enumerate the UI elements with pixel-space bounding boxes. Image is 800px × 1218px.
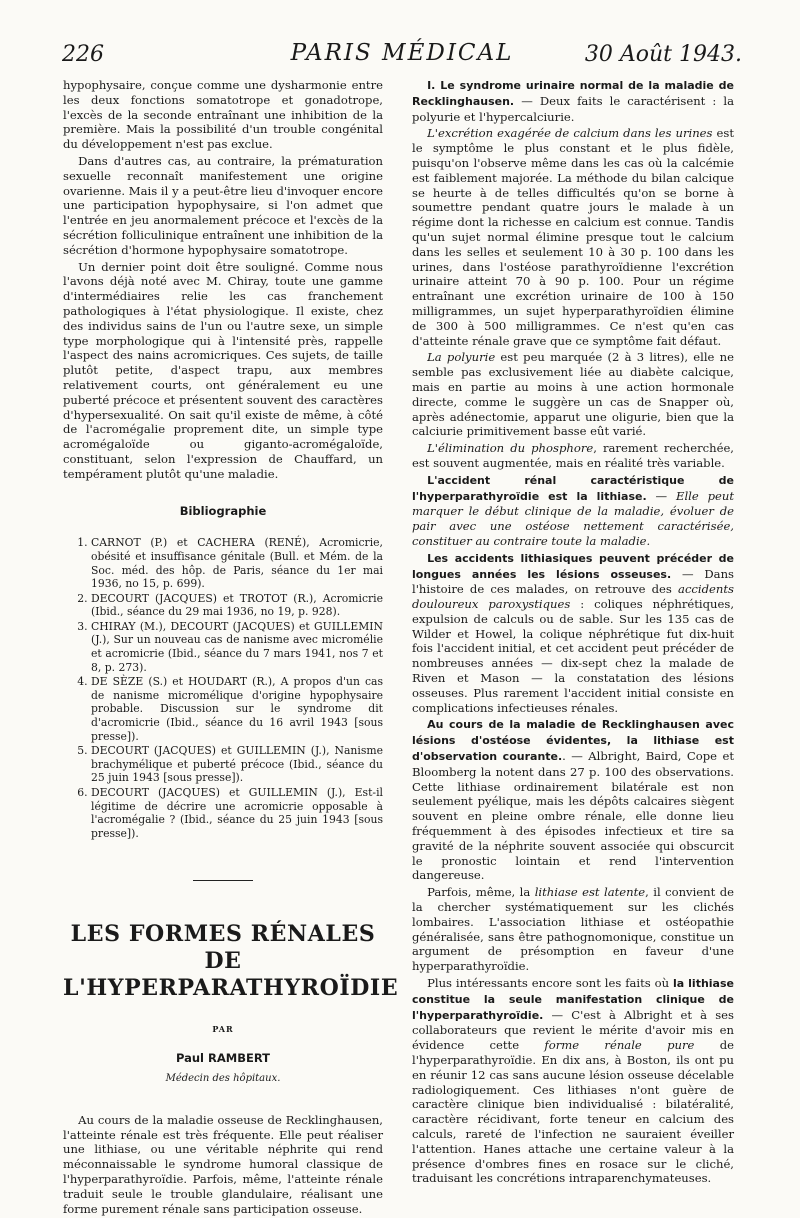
reference-item: 5. DECOURT (JACQUES) et GUILLEMIN (J.), Nanisme brachymélique et puberté précoce (Ibid., séance du 25 juin 1943 [sous presse]).: [91, 744, 383, 785]
paragraph: L'excrétion exagérée de calcium dans les urines est le symptôme le plus constant et le plus fidèle, puisqu'on l'observe même dans les cas où la calcémie est faiblement majorée. La méthode du bilan calcique se heurte à de telles difficultés qu'on se borne à soumettre pendant quatre jours le malade à un régime dont la richesse en calcium est connue. Tandis qu'un sujet normal élimine presque tout le calcium dans les selles et seulement 10 à 30 p. 100 dans les urines, dans l'ostéose parathyroïdienne l'excrétion urinaire atteint 70 à 90 p. 100. Pour un régime entraînant une excrétion urinaire de 100 à 150 milligrammes, un sujet hyperparathyroïdien élimine de 300 à 500 milligrammes. Ce n'est qu'en cas d'atteinte rénale grave que ce symptôme fait défaut.: [412, 126, 734, 348]
left-column: [63, 78, 399, 1218]
article-title-line-1: LES FORMES RÉNALES: [70, 921, 376, 948]
page-number: 226: [62, 42, 104, 67]
paragraph: Les accidents lithiasiques peuvent précéder de longues années les lésions osseuses. — Dans l'histoire de ces malades, on retrouve des accidents douloureux paroxystiques : coliques néphrétiques, expulsion de calculs ou de sable. Sur les 135 cas de Wilder et Howel, la colique néphrétique fut dix-huit fois l'accident initial, et cet accident peut précéder de nombreuses années — dix-sept chez la malade de Riven et Mason — la constatation des lésions osseuses. Plus rarement l'accident initial consiste en complications infectieuses rénales.: [412, 551, 734, 715]
article-title-line-2: DE L'HYPERPARATHYROÏDIE: [63, 948, 399, 1002]
section-divider: [193, 880, 253, 881]
author-name: Paul RAMBERT: [175, 1051, 271, 1066]
subsection-heading: L'accident rénal caractéristique de l'hyperparathyroïdie est la lithiase.: [412, 473, 734, 503]
subsection-heading: la lithiase constitue la seule manifestation clinique de l'hyperparathyroïdie.: [412, 977, 734, 1022]
section-1-intro: I. Le syndrome urinaire normal de la maladie de Recklinghausen. — Deux faits le caractérisent : la polyurie et l'hypercalciurie.: [412, 79, 734, 124]
reference-item: 4. DE SÈZE (S.) et HOUDART (R.), A propos d'un cas de nanisme micromélique d'origine hypophysaire probable. Discussion sur le syndrome dit d'acromicrie (Ibid., séance du 16 avril 1943 [sous presse]).: [91, 675, 383, 743]
paragraph: Parfois, même, la lithiase est latente, il convient de la chercher systématiquement sur les clichés lombaires. L'association lithiase et ostéopathie généralisée, sans être pathognomonique, constitue un argument de présomption en faveur d'une hyperparathyroïdie.: [412, 885, 734, 974]
right-column: [412, 78, 734, 1188]
paragraph: Au cours de la maladie osseuse de Recklinghausen, l'atteinte rénale est très fréquente. Elle peut réaliser une lithiase, ou une véritable néphrite qui rend méconnaissable le syndrome humoral classique de l'hyperparathyroïdie. Parfois, même, l'atteinte rénale traduit seule le trouble glandulaire, réalisant une forme purement rénale sans participation osseuse.: [63, 1112, 383, 1216]
reference-item: 6. DECOURT (JACQUES) et GUILLEMIN (J.), Est-il légitime de décrire une acromicrie opposable à l'acromégalie ? (Ibid., séance du 25 juin 1943 [sous presse]).: [91, 786, 383, 840]
paragraph: Un dernier point doit être souligné. Comme nous l'avons déjà noté avec M. Chiray, toute une gamme d'intermédiaires relie les cas franchement pathologiques à l'état physiologique. Il existe, chez des individus sains de l'un ou l'autre sexe, un simple type morphologique qui à l'intensité près, rappelle l'aspect des nains acromicriques. Ces sujets, de taille plutôt petite, d'aspect trapu, aux membres relativement courts, ont généralement eu une puberté précoce et présentent souvent des caractères d'hypersexualité. On sait qu'il existe de même, à côté de l'acromégalie proprement dite, un simple type acromégaloïde ou giganto-acromégaloïde, constituant, selon l'expression de Chauffard, un tempérament plutôt qu'une maladie.: [63, 259, 383, 481]
paragraph: hypophysaire, conçue comme une dysharmonie entre les deux fonctions somatotrope et gonadotrope, l'excès de la seconde entraînant une inhibition de la première. Mais la possibilité d'un trouble congénital du développement n'est pas exclue.: [63, 78, 383, 152]
article-title: [63, 921, 399, 1002]
subsection-heading: Au cours de la maladie de Recklinghausen avec lésions d'ostéose évidentes, la lithiase est d'observation courante.: [412, 718, 734, 764]
bibliography-heading: Bibliographie: [179, 503, 267, 518]
journal-title: PARIS MÉDICAL: [290, 40, 514, 66]
reference-item: 1. CARNOT (P.) et CACHERA (RENÉ), Acromicrie, obésité et insuffisance génitale (Bull. et Mém. de la Soc. méd. des hôp. de Paris, séance du 1er mai 1936, no 15, p. 699).: [91, 536, 383, 590]
paragraph: Au cours de la maladie de Recklinghausen avec lésions d'ostéose évidentes, la lithiase est d'observation courante.. — Albright, Baird, Cope et Bloomberg la notent dans 27 p. 100 des observations. Cette lithiase ordinairement bilatérale est non seulement pyélique, mais les dépôts calcaires siègent souvent en pleine ombre rénale, elle donne lieu fréquemment à des épisodes infectieux et tire sa gravité de la néphrite souvent associée qui obscurcit le pronostic lointain et rend l'intervention dangereuse.: [412, 718, 734, 883]
paragraph: Plus intéressants encore sont les faits où la lithiase constitue la seule manifestation clinique de l'hyperparathyroïdie. — C'est à Albright et à ses collaborateurs que revient le mérite d'avoir mis en évidence cette forme rénale pure de l'hyperparathyroïdie. En dix ans, à Boston, ils ont pu en réunir 12 cas sans aucune lésion osseuse décelable radiologiquement. Ces lithiases n'ont guère de caractère clinique bien individualisé : bilatéralité, caractère récidivant, forte teneur en calcium des calculs, rareté de l'infection ne sauraient éveiller l'attention. Hanes attache une certaine valeur à la présence d'ombres fines en rosace sur le cliché, traduisant les concrétions intraparenchymateuses.: [412, 976, 734, 1186]
paragraph: L'élimination du phosphore, rarement recherchée, est souvent augmentée, mais en réalité très variable.: [412, 441, 734, 470]
paragraph: La polyurie est peu marquée (2 à 3 litres), elle ne semble pas exclusivement liée au diabète calcique, mais en partie au moins à une action hormonale directe, comme le suggère un cas de Snapper où, après adénectomie, apparut une oligurie, bien que la calciurie primitivement basse eût varié.: [412, 350, 734, 439]
bibliography-list: [63, 536, 383, 840]
author-affiliation: Médecin des hôpitaux.: [165, 1072, 281, 1084]
reference-item: 2. DECOURT (JACQUES) et TROTOT (R.), Acromicrie (Ibid., séance du 29 mai 1936, no 19, p. 928).: [91, 592, 383, 619]
issue-date: 30 Août 1943.: [584, 42, 742, 67]
paragraph: L'accident rénal caractéristique de l'hyperparathyroïdie est la lithiase. — Elle peut marquer le début clinique de la maladie, évoluer de pair avec une ostéose nettement caractérisée, constituer au contraire toute la maladie.: [412, 473, 734, 548]
byline-par: PAR: [212, 1024, 234, 1035]
subsection-heading: Les accidents lithiasiques peuvent précéder de longues années les lésions osseuses.: [412, 551, 734, 581]
paragraph: Dans d'autres cas, au contraire, la prématuration sexuelle reconnaît manifestement une origine ovarienne. Mais il y a peut-être lieu d'invoquer encore une participation hypophysaire, si l'on admet que l'entrée en jeu anormalement précoce et l'excès de la sécrétion folliculinique entraînent une inhibition de la sécrétion d'hormone hypophysaire somatotrope.: [63, 153, 383, 257]
section-heading: I. Le syndrome urinaire normal de la maladie de Recklinghausen.: [412, 79, 734, 108]
reference-item: 3. CHIRAY (M.), DECOURT (JACQUES) et GUILLEMIN (J.), Sur un nouveau cas de nanisme avec micromélie et acromicrie (Ibid., séance du 7 mars 1941, nos 7 et 8, p. 273).: [91, 620, 383, 674]
page-header: [62, 40, 742, 70]
